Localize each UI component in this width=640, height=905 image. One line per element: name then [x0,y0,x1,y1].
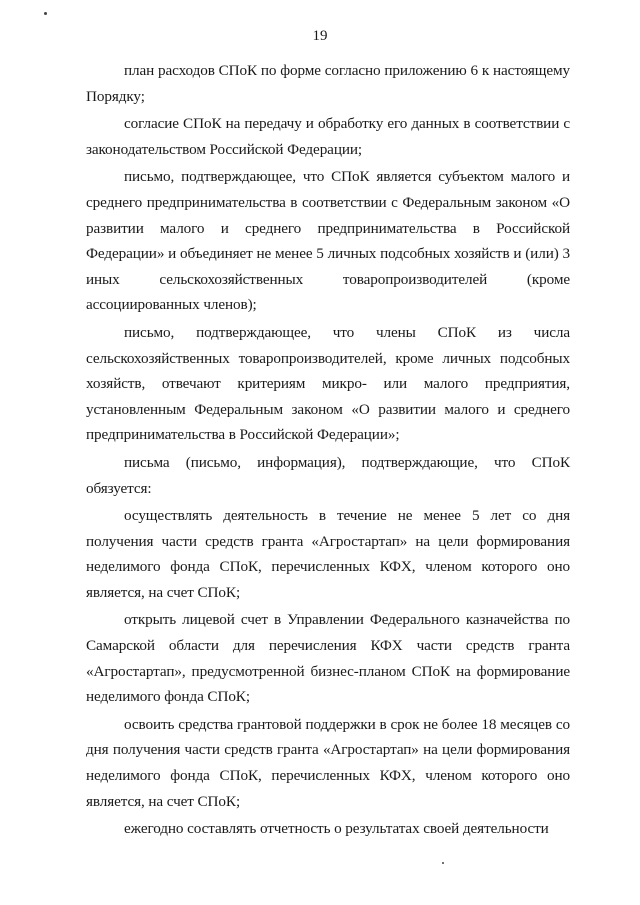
document-body [86,58,570,842]
scan-speck [44,12,47,15]
paragraph-grant-spending: освоить средства грантовой поддержки в срок не более 18 месяцев со дня получения части средств гранта «Агростартап» на цели формирования неделимого фонда СПоК, перечисленных КФХ, членом которого оно является, на счет СПоК; [86,715,570,810]
paragraph-data-consent: согласие СПоК на передачу и обработку его данных в соответствии с законодательством Российской Федерации; [86,115,570,158]
paragraph-sme-letter: письмо, подтверждающее, что СПоК является субъектом малого и среднего предпринимательства в соответствии с Федеральным законом «О развитии малого и среднего предпринимательства в Российской Федерации» и объединяет не менее 5 личных подсобных хозяйств и (или) 3 иных сельскохозяйственных товаропроизводителей (кроме ассоциированных членов); [86,168,570,314]
paragraph-annual-report: ежегодно составлять отчетность о результатах своей деятельности [124,820,549,838]
page-number: 19 [312,28,328,44]
scan-speck [442,862,444,864]
paragraph-obligation-letters: письма (письмо, информация), подтверждающие, что СПоК обязуется: [86,453,570,497]
paragraph-treasury-account: открыть лицевой счет в Управлении Федерального казначейства по Самарской области для перечисления КФХ части средств гранта «Агростартап», предусмотренной бизнес-планом СПоК на формирование неделимого фонда СПоК; [86,611,570,706]
paragraph-activity-obligation: осуществлять деятельность в течение не менее 5 лет со дня получения части средств гранта «Агростартап» на цели формирования неделимого фонда СПоК, перечисленных КФХ, членом которого оно является, на счет СПоК; [86,507,570,601]
paragraph-members-letter: письмо, подтверждающее, что члены СПоК из числа сельскохозяйственных товаропроизводителей, кроме личных подсобных хозяйств, отвечают критериям микро- или малого предприятия, установленным Федеральным законом «О развитии малого и среднего предпринимательства в Российской Федерации»; [86,323,570,444]
paragraph-expense-plan: план расходов СПоК по форме согласно приложению 6 к настоящему Порядку; [86,62,570,105]
